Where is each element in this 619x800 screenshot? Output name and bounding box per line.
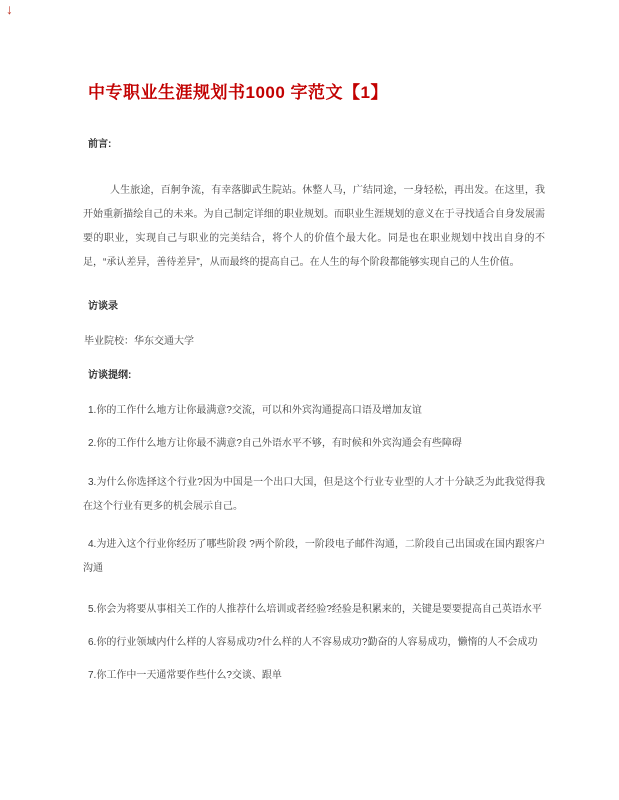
question-item-5: 5.你会为将要从事相关工作的人推荐什么培训或者经验?经验是积累来的，关键是要要提高自己英语水平 (88, 604, 542, 615)
graduation-school-line: 毕业院校：华东交通大学 (84, 336, 194, 347)
document-title: 中专职业生涯规划书1000 字范文【1】 (88, 83, 388, 102)
question-item-7: 7.你工作中一天通常要作些什么?交谈、跟单 (88, 670, 282, 681)
question-item-3: 3.为什么你选择这个行业?因为中国是一个出口大国，但是这个行业专业型的人才十分缺乏为此我觉得我在这个行业有更多的机会展示自己。 (83, 477, 545, 512)
question-item-2: 2.你的工作什么地方让你最不满意?自己外语水平不够，有时候和外宾沟通会有些障碍 (88, 438, 462, 449)
interview-record-heading: 访谈录 (88, 301, 118, 312)
corner-annotation-mark: ↓ (6, 1, 13, 17)
question-item-4: 4.为进入这个行业你经历了哪些阶段 ?两个阶段，一阶段电子邮件沟通，二阶段自己出国或在国内跟客户沟通 (83, 539, 545, 574)
question-item-6: 6.你的行业领域内什么样的人容易成功?什么样的人不容易成功?勤奋的人容易成功，懒惰的人不会成功 (88, 637, 538, 648)
question-item-1: 1.你的工作什么地方让你最满意?交流，可以和外宾沟通提高口语及增加友谊 (88, 405, 422, 416)
interview-outline-heading: 访谈提纲: (88, 370, 132, 381)
preface-paragraph: 人生旅途，百舸争流，有幸落脚武生院站。休整人马，广结同途，一身轻松，再出发。在这里，我开始重新描绘自己的未来。为自己制定详细的职业规划。而职业生涯规划的意义在于寻找适合自身发展需要的职业，实现自己与职业的完美结合，将个人的价值个最大化。同是也在职业规划中找出自身的不足，“承认差异，善待差异”，从而最终的提高自己。在人生的每个阶段都能够实现自己的人生价值。 (83, 185, 545, 268)
preface-heading: 前言: (88, 139, 112, 150)
